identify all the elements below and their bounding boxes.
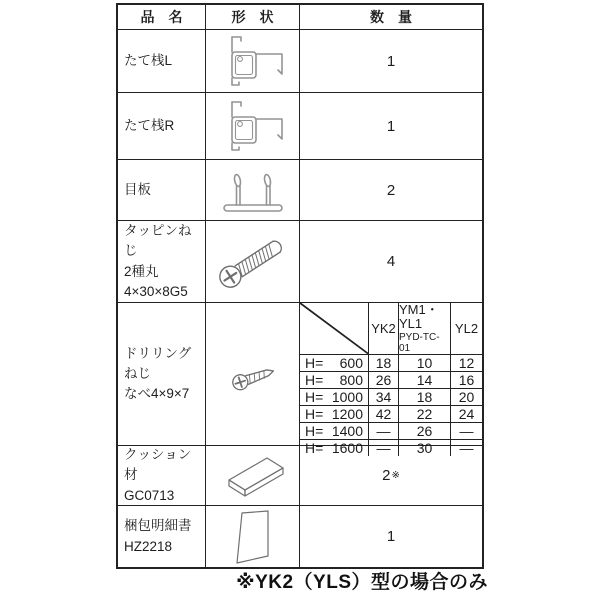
part-name-line: 2種丸 xyxy=(124,263,159,279)
qty-cell: 10 xyxy=(398,355,450,371)
height-label: H= 800 xyxy=(305,371,363,388)
qty-cell: 16 xyxy=(450,372,482,388)
qty-cell: 42 xyxy=(368,406,398,422)
qty-cell: ― xyxy=(450,440,482,456)
header-shape: 形 状 xyxy=(205,5,299,29)
extrusion-profile-r-icon xyxy=(211,97,295,155)
quantity-table-row xyxy=(300,371,482,388)
qty-cell: ― xyxy=(368,440,398,456)
qty-cell: 18 xyxy=(398,389,450,405)
diagonal-header-cell xyxy=(300,303,368,354)
height-label: H= 600 xyxy=(305,354,363,371)
qty-cell: 34 xyxy=(368,389,398,405)
height-label: H= 1400 xyxy=(305,422,363,439)
part-name-line: GC0713 xyxy=(124,487,175,503)
qty-cell: ― xyxy=(368,423,398,439)
tapping-screw-icon xyxy=(209,225,297,299)
qty-cell: 18 xyxy=(368,355,398,371)
part-name: たて桟L xyxy=(124,52,173,68)
part-name-line: タッピンねじ xyxy=(124,223,192,259)
qty-cell: 22 xyxy=(398,406,450,422)
document-sheet-icon xyxy=(225,508,281,566)
col-header-yk2: YK2 xyxy=(368,303,398,354)
part-name: 目板 xyxy=(124,181,151,197)
qty-cell: ― xyxy=(450,423,482,439)
quantity-table-header xyxy=(300,303,482,354)
part-name-line: HZ2218 xyxy=(124,538,173,554)
header-name: 品 名 xyxy=(140,8,183,25)
quantity-table xyxy=(300,302,482,456)
col-header-ym1-yl1: YM1・YL1 PYD-TC-01 xyxy=(398,303,450,354)
footnote-mark: ※ xyxy=(391,470,400,481)
extrusion-profile-l-icon xyxy=(211,32,295,90)
part-name-line: なべ4×9×7 xyxy=(124,386,190,402)
quantity-value: 2 xyxy=(382,467,391,484)
table-row xyxy=(118,159,482,220)
table-row xyxy=(118,220,482,302)
table-row xyxy=(118,92,482,159)
part-name-line: 4×30×8G5 xyxy=(124,283,188,299)
footnote: ※YK2（YLS）型の場合のみ xyxy=(236,572,488,593)
table-row xyxy=(118,29,482,92)
qty-cell: 14 xyxy=(398,372,450,388)
quantity-value: 4 xyxy=(386,253,396,270)
quantity-value: 2 xyxy=(386,181,396,199)
table-row xyxy=(118,505,482,567)
qty-cell: 26 xyxy=(398,423,450,439)
qty-cell: 30 xyxy=(398,440,450,456)
quantity-value: 1 xyxy=(386,52,396,70)
quantity-table-row xyxy=(300,388,482,405)
table-row xyxy=(118,445,482,505)
header-qty: 数 量 xyxy=(299,5,482,29)
cover-strip-icon xyxy=(214,164,292,216)
part-name: たて桟R xyxy=(124,117,175,133)
height-label: H= 1000 xyxy=(305,388,363,405)
quantity-table-row xyxy=(300,422,482,439)
qty-cell: 12 xyxy=(450,355,482,371)
quantity-value: 1 xyxy=(386,528,396,545)
qty-cell: 24 xyxy=(450,406,482,422)
quantity-value: 1 xyxy=(386,117,396,135)
qty-cell: 20 xyxy=(450,389,482,405)
part-name-line: クッション材 xyxy=(124,447,192,483)
col-header-yl2: YL2 xyxy=(450,303,482,354)
part-name-line: 梱包明細書 xyxy=(124,518,192,534)
cushion-block-icon xyxy=(217,450,289,502)
height-label: H= 1200 xyxy=(305,405,363,422)
parts-table xyxy=(116,3,484,569)
height-label: H= 1600 xyxy=(305,439,363,456)
quantity-table-row xyxy=(300,354,482,371)
qty-cell: 26 xyxy=(368,372,398,388)
table-header-row xyxy=(118,5,482,29)
quantity-table-row xyxy=(300,405,482,422)
diagonal-line xyxy=(300,303,368,354)
drilling-screw-icon xyxy=(222,352,284,396)
part-name-line: ドリリングねじ xyxy=(124,345,192,381)
table-row xyxy=(118,302,482,456)
